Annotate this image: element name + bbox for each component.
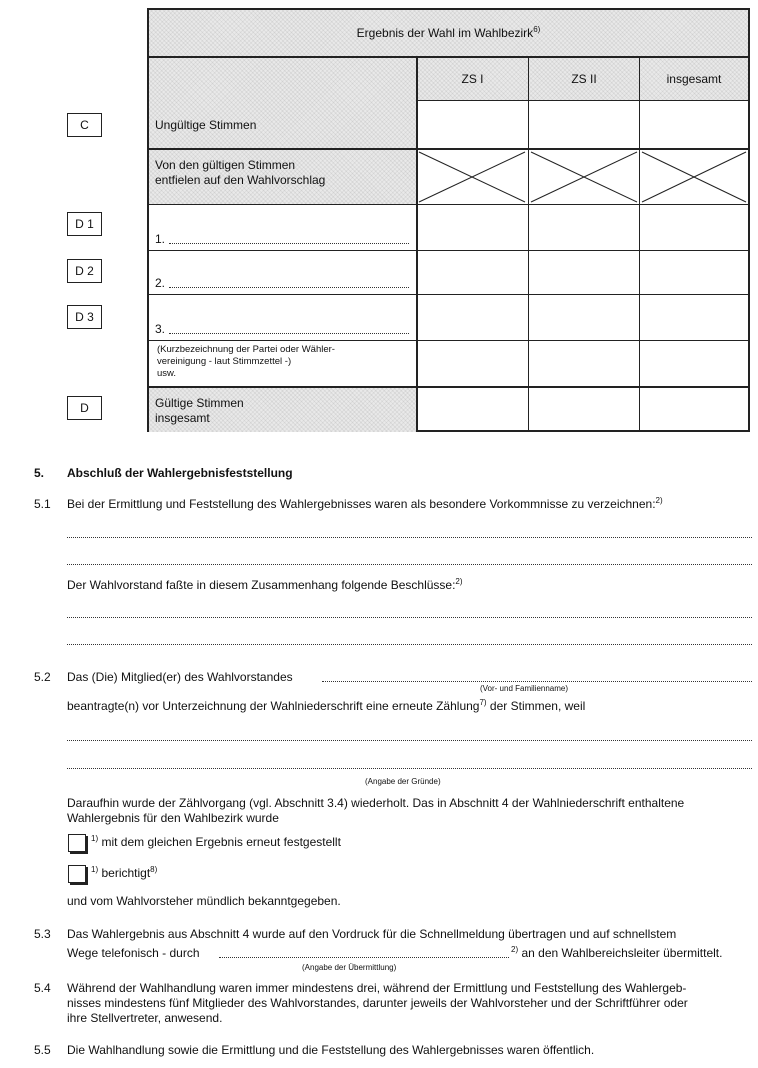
option-corrected-checkbox[interactable]: [68, 865, 86, 883]
column-header-zs2: ZS II: [571, 72, 597, 86]
s54-line3: ihre Stellvertreter, anwesend.: [67, 1011, 223, 1025]
s52-text3: Daraufhin wurde der Zählvorgang (vgl. Abschnitt 3.4) wiederholt. Das in Abschnitt 4 der Wahlniederschrift enthaltene: [67, 796, 685, 810]
s53-text: Das Wahlergebnis aus Abschnitt 4 wurde auf den Vordruck für die Schnellmeldung übertragen und auf schnellstem: [67, 927, 677, 941]
s52-text: Das (Die) Mitglied(er) des Wahlvorstandes: [67, 670, 293, 684]
s52-number: 5.2: [34, 670, 51, 684]
crossed-cells: [417, 150, 748, 205]
s51-text: Bei der Ermittlung und Feststellung des Wahlergebnisses waren als besondere Vorkommnisse zu verzeichnen:$^{2)}$: [67, 496, 663, 511]
s51-input-line-4[interactable]: [67, 644, 752, 645]
s54-line1: Während der Wahlhandlung waren immer mindestens drei, während der Ermittlung und Feststellung des Wahlergeb-: [67, 981, 687, 995]
code-box-d1: D 1: [67, 212, 102, 236]
row-label-invalid: Ungültige Stimmen: [155, 118, 257, 132]
s54-line2: nisses mindestens fünf Mitglieder des Wahlvorstandes, darunter jeweils der Wahlvorsteher und der Schriftführer oder: [67, 996, 688, 1010]
section-number: 5.: [34, 466, 45, 480]
s51-input-line-1[interactable]: [67, 537, 752, 538]
row-label-valid-total-line1: Gültige Stimmen: [155, 396, 244, 410]
s51-input-line-2[interactable]: [67, 564, 752, 565]
option-corrected-label: $^{1)}$ berichtigt$^{8)}$: [91, 865, 158, 880]
code-box-c: C: [67, 113, 102, 137]
note-line2: vereinigung - laut Stimmzettel -): [157, 356, 292, 367]
row-label-valid-line1: Von den gültigen Stimmen: [155, 158, 296, 172]
s55-text: Die Wahlhandlung sowie die Ermittlung und die Feststellung des Wahlergebnisses waren öffentlich.: [67, 1043, 595, 1057]
row-label-valid-line2: entfielen auf den Wahlvorschlag: [155, 173, 326, 187]
column-header-zs1: ZS I: [461, 72, 484, 86]
s53-text2: Wege telefonisch - durch: [67, 946, 200, 960]
s54-number: 5.4: [34, 981, 51, 995]
s52-text4: Wahlergebnis für den Wahlbezirk wurde: [67, 811, 279, 825]
note-line3: usw.: [157, 368, 177, 379]
s52-text2: beantragte(n) vor Unterzeichnung der Wahlniederschrift eine erneute Zählung$^{7)}$ der Stimmen, weil: [67, 698, 586, 713]
result-table: [147, 8, 750, 432]
s52-text5: und vom Wahlvorsteher mündlich bekanntgegeben.: [67, 894, 341, 908]
note-line1: (Kurzbezeichnung der Partei oder Wähler-: [157, 344, 335, 355]
code-box-d2: D 2: [67, 259, 102, 283]
c-label-area: [149, 56, 416, 148]
section-title: Abschluß der Wahlergebnisfeststellung: [67, 466, 293, 480]
s53-caption: (Angabe der Übermittlung): [302, 963, 397, 972]
s55-number: 5.5: [34, 1043, 51, 1057]
option-same-result-label: $^{1)}$ mit dem gleichen Ergebnis erneut festgestellt: [91, 834, 341, 849]
s52-caption-reason: (Angabe der Gründe): [365, 777, 441, 786]
s52-input-line-1[interactable]: [67, 740, 752, 741]
row-label-d1: 1.: [155, 232, 166, 246]
row-label-d2: 2.: [155, 276, 166, 290]
s53-means-field[interactable]: [219, 957, 509, 958]
s53-text3: $^{2)}$ an den Wahlbereichsleiter übermittelt.: [511, 945, 723, 960]
column-header-total: insgesamt: [666, 72, 722, 86]
row-label-valid-total-line2: insgesamt: [155, 411, 210, 425]
s51-text2: Der Wahlvorstand faßte in diesem Zusammenhang folgende Beschlüsse:$^{2)}$: [67, 577, 463, 592]
code-box-d3: D 3: [67, 305, 102, 329]
s52-name-field[interactable]: [322, 681, 752, 682]
s52-input-line-2[interactable]: [67, 768, 752, 769]
option-same-result-checkbox[interactable]: [68, 834, 86, 852]
table-title: Ergebnis der Wahl im Wahlbezirk$^{6)}$: [356, 25, 541, 40]
row-label-d3: 3.: [155, 322, 166, 336]
s51-number: 5.1: [34, 497, 51, 511]
s53-number: 5.3: [34, 927, 51, 941]
s51-input-line-3[interactable]: [67, 617, 752, 618]
code-box-d: D: [67, 396, 102, 420]
s52-caption-name: (Vor- und Familienname): [480, 684, 569, 693]
